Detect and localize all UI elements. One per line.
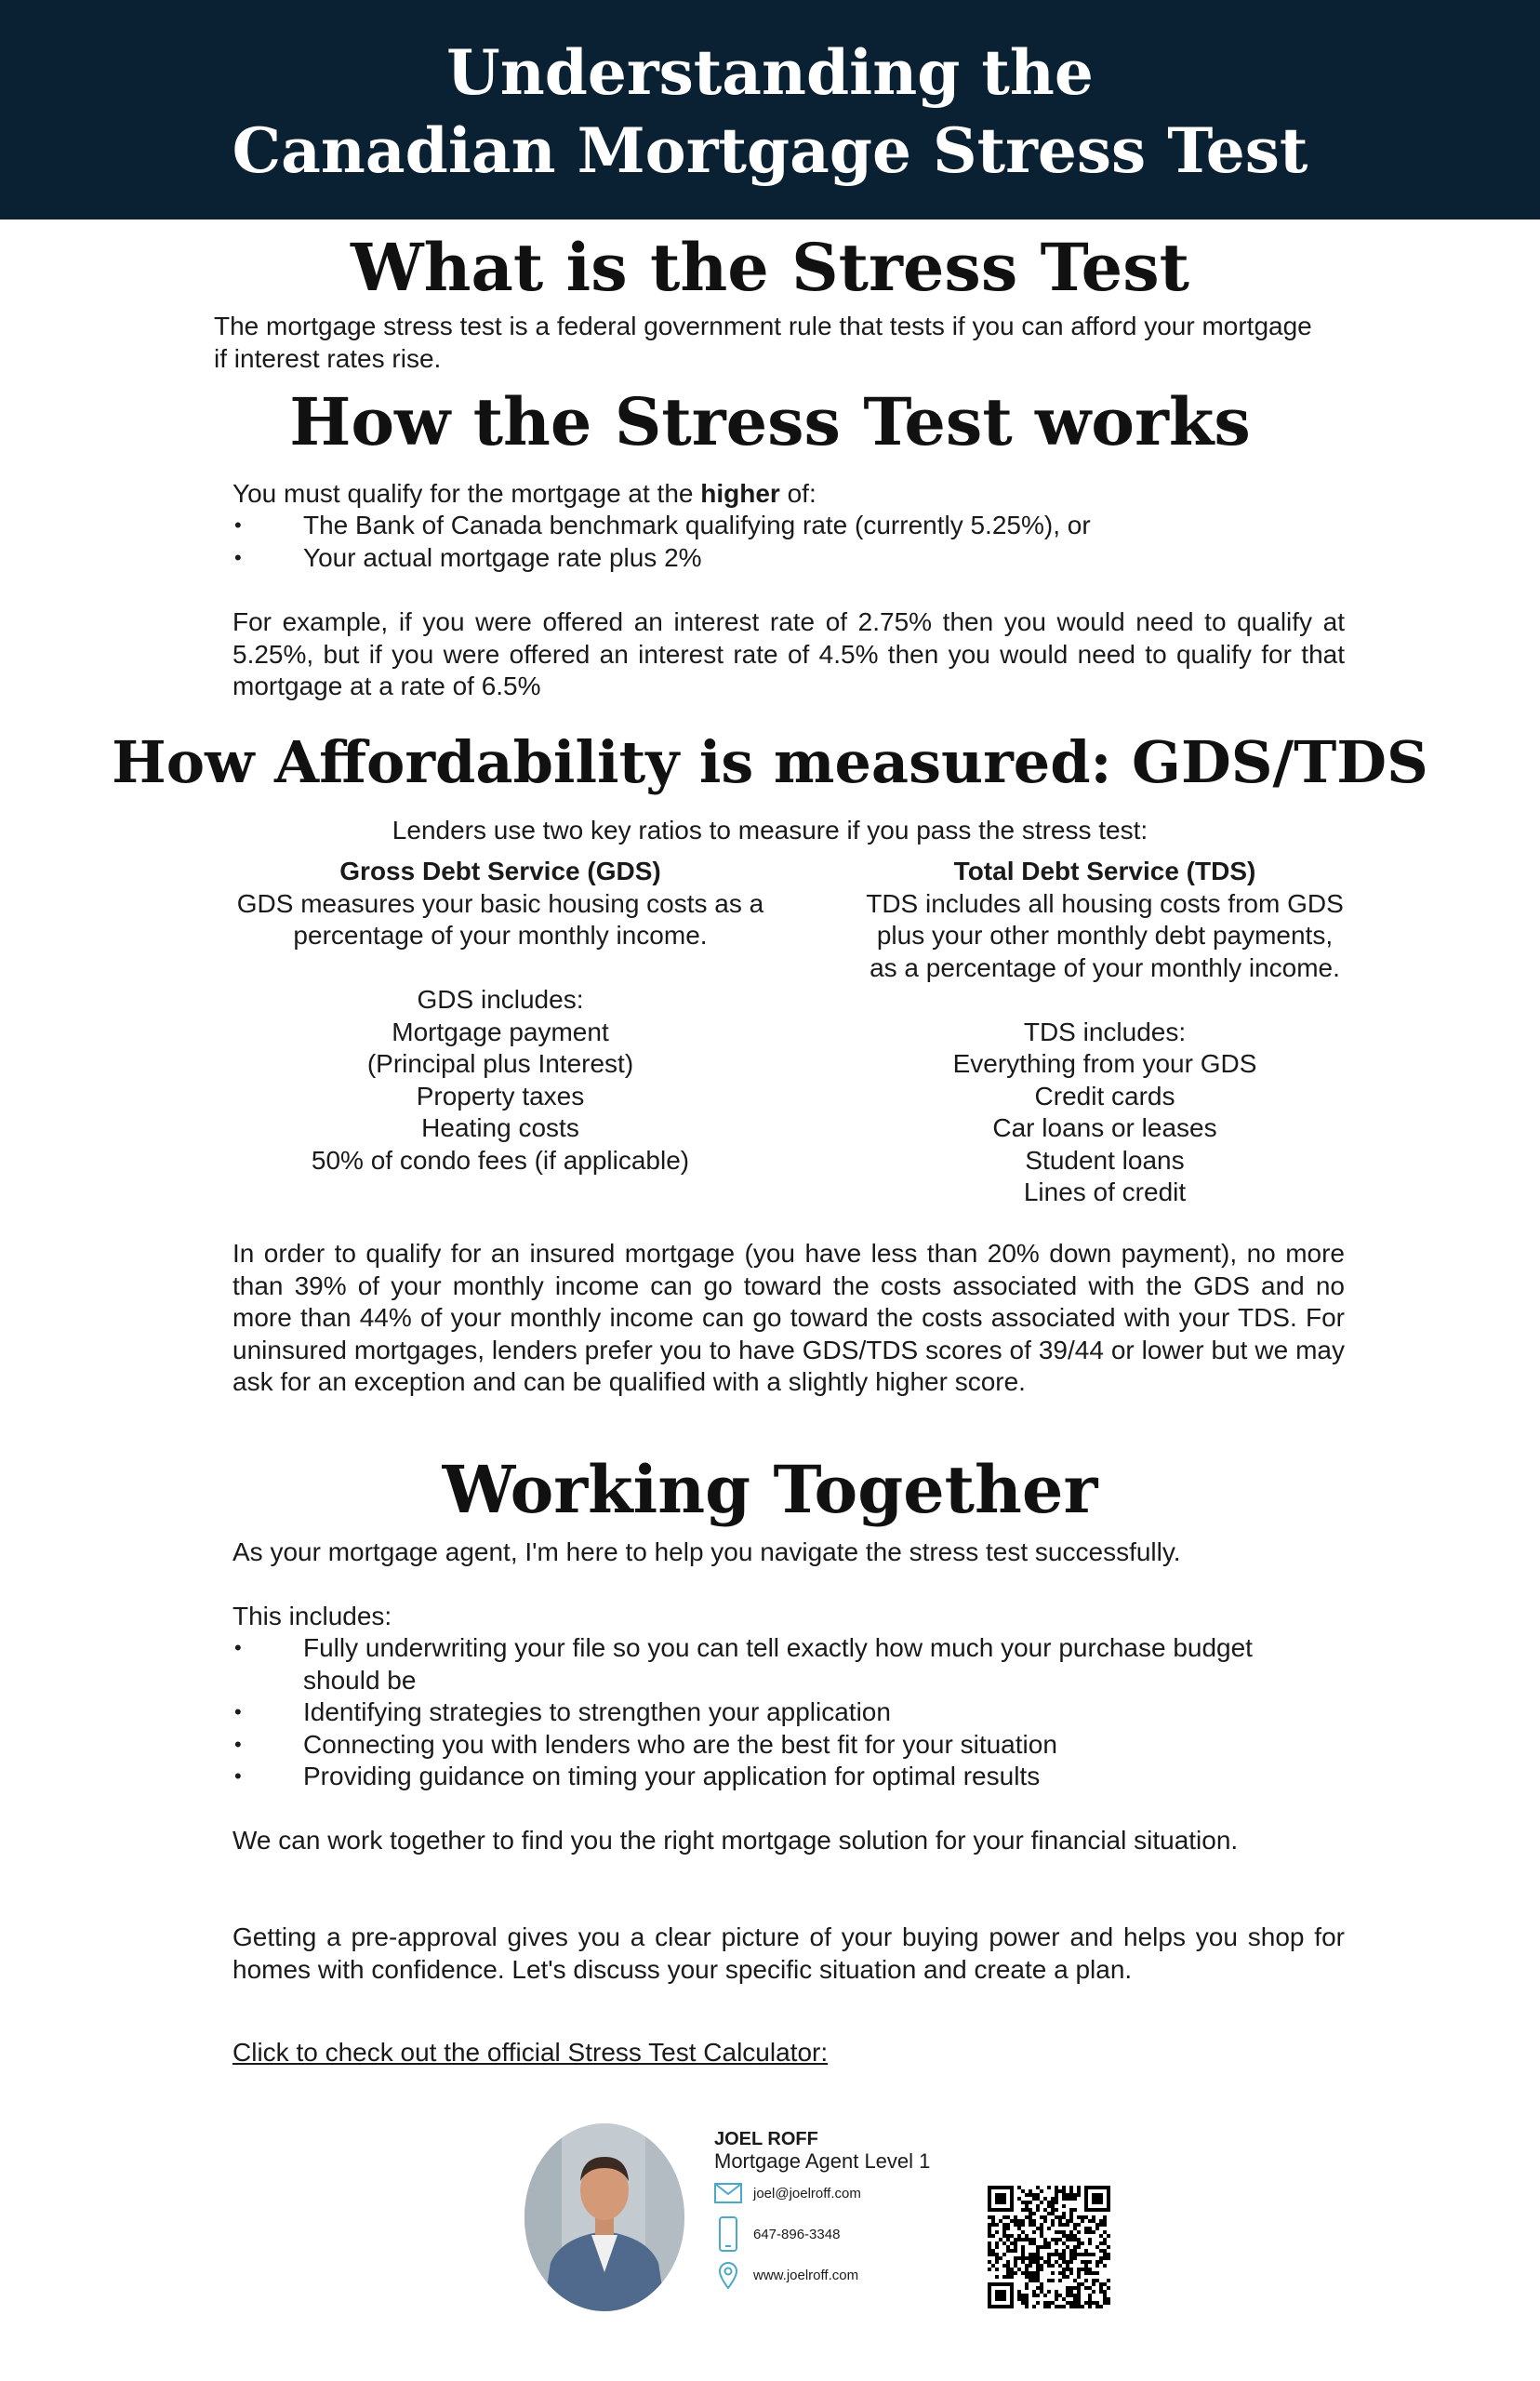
agent-role: Mortgage Agent Level 1 [714,2149,931,2173]
tds-desc-line: plus your other monthly debt payments, [876,921,1334,950]
calculator-link[interactable]: Click to check out the official Stress Test Calculator: [232,2038,829,2067]
avatar [524,2123,684,2311]
gds-includes-label: GDS includes: [417,985,584,1014]
tds-item: Lines of credit [1023,1177,1187,1206]
tds-item: Student loans [1025,1145,1185,1175]
tds-title: Total Debt Service (TDS) [953,857,1256,885]
tds-desc-line: TDS includes all housing costs from GDS [866,888,1344,918]
email-row[interactable] [714,2183,861,2203]
list-item: • Providing guidance on timing your application for optimal results [232,1761,1321,1793]
gds-item: 50% of condo fees (if applicable) [311,1145,690,1175]
gds-desc-line: GDS measures your basic housing costs as a [236,888,764,918]
page-title [0,0,1540,190]
gds-desc-line: percentage of your monthly income. [293,921,708,950]
how-intro-post: of: [779,479,816,508]
how-intro [232,478,1348,511]
phone-row[interactable] [714,2216,840,2252]
tds-item: Everything from your GDS [952,1049,1257,1078]
how-intro-bold: higher [700,479,780,508]
together-para-2: Getting a pre-approval gives you a clear picture of your buying power and helps you shop for homes with confidence. Let's discuss your specific situation and create a plan. [232,1922,1345,1984]
tds-item: Credit cards [1034,1081,1175,1111]
gds-title: Gross Debt Service (GDS) [339,857,661,885]
gds-item: (Principal plus Interest) [366,1049,634,1078]
together-intro: As your mortgage agent, I'm here to help you navigate the stress test successfully. [232,1537,1181,1566]
location-icon [714,2261,742,2289]
what-heading: What is the Stress Test [351,229,1189,306]
tds-desc-line: as a percentage of your monthly income. [870,952,1340,982]
gds-item: Heating costs [421,1113,579,1142]
title-line-1: Understanding the [446,36,1094,109]
gds-column [186,856,815,1177]
gds-item: Property taxes [416,1081,585,1111]
list-item: • Fully underwriting your file so you can tell exactly how much your purchase budget should be [232,1632,1321,1696]
tds-includes-label: TDS includes: [1023,1017,1187,1046]
what-body: The mortgage stress test is a federal government rule that tests if you can afford your mortgage if interest rates rise. [214,312,1312,373]
list-item: • The Bank of Canada benchmark qualifying rate (currently 5.25%), or [232,510,1348,542]
together-includes-label: This includes: [232,1602,392,1630]
how-bullet-list [232,510,1348,574]
list-item: • Identifying strategies to strengthen your application [232,1696,1321,1729]
phone-text[interactable]: 647-896-3348 [753,2226,841,2242]
phone-icon [714,2216,742,2252]
list-item: • Your actual mortgage rate plus 2% [232,542,1348,575]
together-bullet-list [232,1632,1321,1793]
email-icon [714,2183,742,2203]
email-text[interactable]: joel@joelroff.com [753,2185,861,2201]
website-row[interactable] [714,2261,858,2289]
website-text[interactable]: www.joelroff.com [753,2267,859,2283]
header-banner [0,0,1540,219]
tds-item: Car loans or leases [992,1113,1217,1142]
how-intro-pre: You must qualify for the mortgage at the [232,479,701,508]
tds-column [818,856,1391,1209]
afford-heading: How Affordability is measured: GDS/TDS [112,728,1428,796]
qr-code[interactable] [988,2186,1110,2308]
agent-name: JOEL ROFF [714,2129,818,2149]
how-example: For example, if you were offered an interest rate of 2.75% then you would need to qualify at 5.25%, but if you were offered an interest rate of 4.5% then you would need to qualify for that mortgage at a rate of 6.5% [232,607,1345,700]
list-item: • Connecting you with lenders who are the best fit for your situation [232,1729,1321,1762]
together-heading: Working Together [442,1451,1098,1528]
afford-intro: Lenders use two key ratios to measure if you pass the stress test: [392,816,1148,845]
how-heading: How the Stress Test works [289,383,1251,460]
gds-item: Mortgage payment [392,1017,609,1046]
together-para-1: We can work together to find you the right mortgage solution for your financial situation. [232,1826,1239,1855]
title-line-2: Canadian Mortgage Stress Test [232,114,1308,187]
contact-block [714,2129,931,2283]
qualify-paragraph: In order to qualify for an insured mortgage (you have less than 20% down payment), no more than 39% of your monthly income can go toward the costs associated with the GDS and no more than 44% of your monthly income can go toward the costs associated with your TDS. For uninsured mortgages, lenders prefer you to have GDS/TDS scores of 39/44 or lower but we may ask for an exception and can be qualified with a slightly higher score. [232,1239,1345,1396]
